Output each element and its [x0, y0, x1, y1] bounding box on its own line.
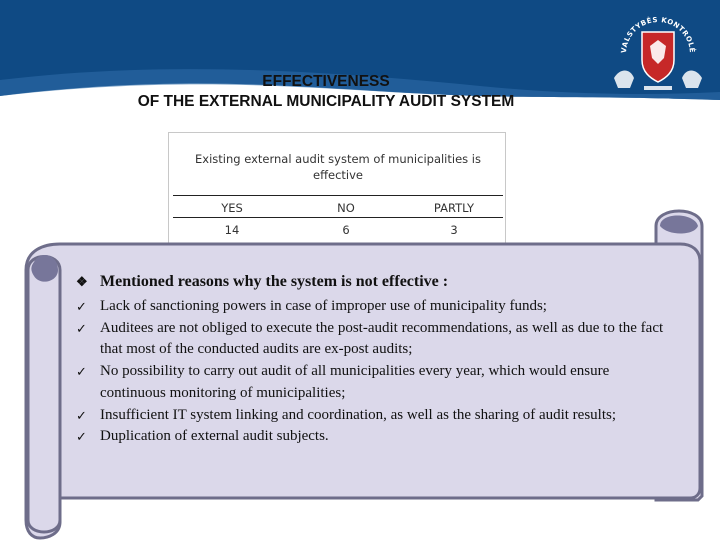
checkmark-icon: ✓ — [76, 407, 87, 423]
reason-text: Duplication of external audit subjects. — [100, 428, 329, 445]
survey-value-no: 6 — [342, 223, 350, 237]
diamond-bullet-icon: ❖ — [76, 274, 88, 289]
reasons-heading — [76, 270, 676, 294]
survey-header-no: NO — [337, 201, 355, 215]
list-item — [76, 405, 676, 427]
checkmark-icon: ✓ — [76, 429, 87, 445]
list-item — [76, 426, 676, 448]
checkmark-icon: ✓ — [76, 299, 87, 314]
survey-header-partly: PARTLY — [433, 201, 475, 215]
list-item — [76, 318, 676, 361]
reason-text: Insufficient IT system linking and coordination, as well as the sharing of audit results; — [100, 406, 617, 423]
reason-text: Lack of sanctioning powers in case of improper use of municipality funds; — [100, 298, 547, 314]
survey-value-yes: 14 — [224, 223, 240, 237]
survey-header-yes: YES — [221, 201, 243, 215]
checkmark-icon: ✓ — [76, 364, 87, 380]
checkmark-icon: ✓ — [76, 320, 87, 336]
reasons-section — [76, 270, 676, 448]
reasons-list — [76, 296, 676, 448]
title-line-2: OF THE EXTERNAL MUNICIPALITY AUDIT SYSTEM — [137, 93, 515, 110]
reasons-heading-text: Mentioned reasons why the system is not effective : — [100, 273, 449, 290]
survey-question: Existing external audit system of municipalities is effective — [195, 152, 481, 182]
reason-text: Auditees are not obliged to execute the post-audit recommendations, as well as due to the fact that most of the conducted audits are ex-post audits; — [100, 319, 664, 358]
reason-text: No possibility to carry out audit of all municipalities every year, which would ensure continuous monitoring of municipalities; — [100, 363, 610, 401]
logo-text: VALSTYBĖS KONTROLĖ — [619, 15, 697, 54]
list-item — [76, 361, 676, 404]
list-item — [76, 296, 676, 318]
title-line-1: EFFECTIVENESS — [262, 73, 390, 90]
survey-value-partly: 3 — [450, 223, 458, 237]
